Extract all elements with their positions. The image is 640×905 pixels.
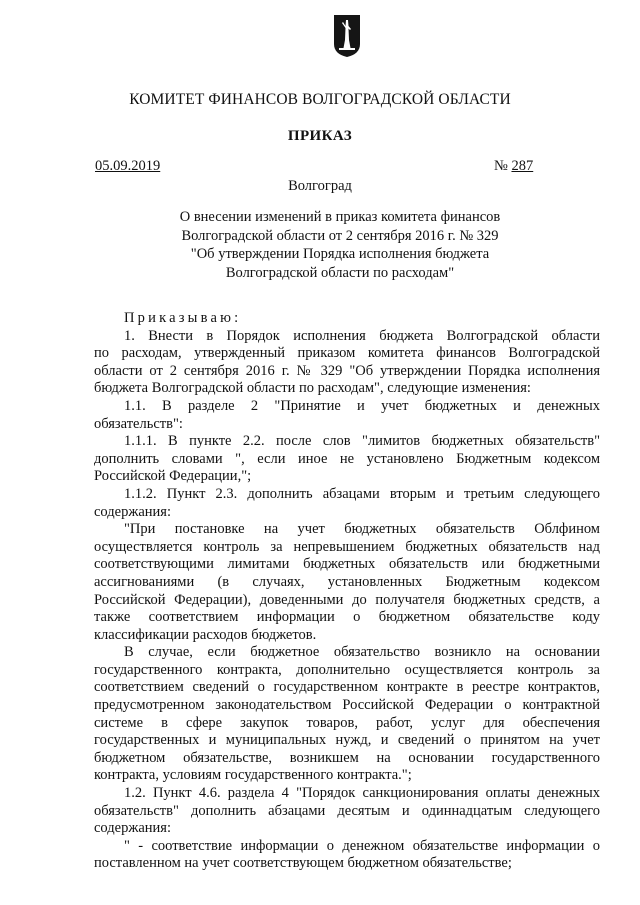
order-body xyxy=(94,310,600,873)
paragraph-line: также соответствием информации о бюджетном обязательстве коду xyxy=(94,609,600,626)
subject-line: Волгоградской области по расходам" xyxy=(225,264,455,281)
paragraph-line: ассигнованиями (в случаях, установленных Бюджетным кодексом xyxy=(94,573,600,590)
subject-line: О внесении изменений в приказ комитета финансов xyxy=(179,209,501,225)
city-name: Волгоград xyxy=(288,178,352,194)
paragraph-1-1 xyxy=(94,398,600,433)
paragraph-1-2 xyxy=(94,785,600,838)
quoted-paragraph-1 xyxy=(94,521,600,644)
paragraph-line: соответствием сведений о государственном контракте в реестре контрактов, xyxy=(94,679,600,696)
paragraph-line: государственного контракта, дополнительно осуществляется контроль за xyxy=(94,661,600,678)
paragraph-line: бюджета Волгоградской области по расходам", следующие изменения: xyxy=(94,380,531,397)
document-type-title: ПРИКАЗ xyxy=(287,128,353,144)
paragraph-line: по расходам, утвержденный приказом комитета финансов Волгоградской xyxy=(94,345,600,362)
paragraph-line: 1.1.1. В пункте 2.2. после слов "лимитов бюджетных обязательств" xyxy=(124,433,600,450)
paragraph-line: государственных и муниципальных нужд, и сведений о принятом на учет xyxy=(94,732,600,749)
quoted-paragraph-2 xyxy=(94,644,600,785)
quoted-paragraph-3 xyxy=(94,838,600,873)
paragraph-line: дополнить словами ", если иное не установлено Бюджетным кодексом xyxy=(94,450,600,467)
paragraph-line: соответствующими лимитами бюджетных обязательств или бюджетными xyxy=(94,556,600,573)
paragraph-line: осуществляется контроль за непревышением бюджетных обязательств над xyxy=(94,538,600,555)
paragraph-line: обязательств" дополнить абзацами десятым и одиннадцатым следующего xyxy=(94,802,600,819)
paragraph-line: классификации расходов бюджетов. xyxy=(94,626,317,643)
paragraph-line: "При постановке на учет бюджетных обязательств Облфином xyxy=(124,521,600,538)
paragraph-line: содержания: xyxy=(94,503,172,520)
paragraph-line: содержания: xyxy=(94,820,172,837)
paragraph-1 xyxy=(94,328,600,398)
paragraph-line: обязательств": xyxy=(94,415,183,432)
paragraph-line: поставленном на учет соответствующем бюджетном обязательстве; xyxy=(94,855,512,872)
order-subject xyxy=(150,208,530,282)
paragraph-line: 1.1. В разделе 2 "Принятие и учет бюджетных и денежных xyxy=(124,397,600,414)
paragraph-line: области от 2 сентября 2016 г. № 329 "Об утверждении Порядка исполнения xyxy=(94,362,600,379)
paragraph-line: Российской Федерации), доведенными до получателя бюджетных средств, а xyxy=(94,591,600,608)
paragraph-line: контракта, условиям государственного контракта."; xyxy=(94,767,412,784)
paragraph-1-1-1 xyxy=(94,433,600,486)
paragraph-line: В случае, если бюджетное обязательство возникло на основании xyxy=(124,644,600,661)
volgograd-coat-of-arms-icon xyxy=(333,14,361,58)
number-value: 287 xyxy=(511,158,534,174)
order-word: Приказываю: xyxy=(124,310,242,326)
paragraph-line: системе в сфере закупок товаров, работ, услуг для обеспечения xyxy=(94,714,600,731)
order-directive xyxy=(94,310,600,328)
paragraph-line: бюджетном обязательстве, возникшем на основании государственного xyxy=(94,749,600,766)
paragraph-line: 1.2. Пункт 4.6. раздела 4 "Порядок санкционирования оплаты денежных xyxy=(124,785,600,802)
paragraph-1-1-2 xyxy=(94,486,600,521)
subject-line: "Об утверждении Порядка исполнения бюджета xyxy=(190,246,490,262)
paragraph-line: 1. Внести в Порядок исполнения бюджета Волгоградской области xyxy=(124,327,600,344)
subject-line: Волгоградской области от 2 сентября 2016 г. № 329 xyxy=(181,227,499,244)
organization-name: КОМИТЕТ ФИНАНСОВ ВОЛГОГРАДСКОЙ ОБЛАСТИ xyxy=(129,91,511,108)
paragraph-line: " - соответствие информации о денежном обязательстве информации о xyxy=(124,837,600,854)
paragraph-line: 1.1.2. Пункт 2.3. дополнить абзацами вторым и третьим следующего xyxy=(124,485,600,502)
paragraph-line: предусмотренном законодательством Российской Федерации о контрактной xyxy=(94,697,600,714)
number-sign: № xyxy=(494,158,508,174)
order-date: 05.09.2019 xyxy=(95,158,161,174)
paragraph-line: Российской Федерации,"; xyxy=(94,468,252,485)
order-number xyxy=(494,158,533,175)
